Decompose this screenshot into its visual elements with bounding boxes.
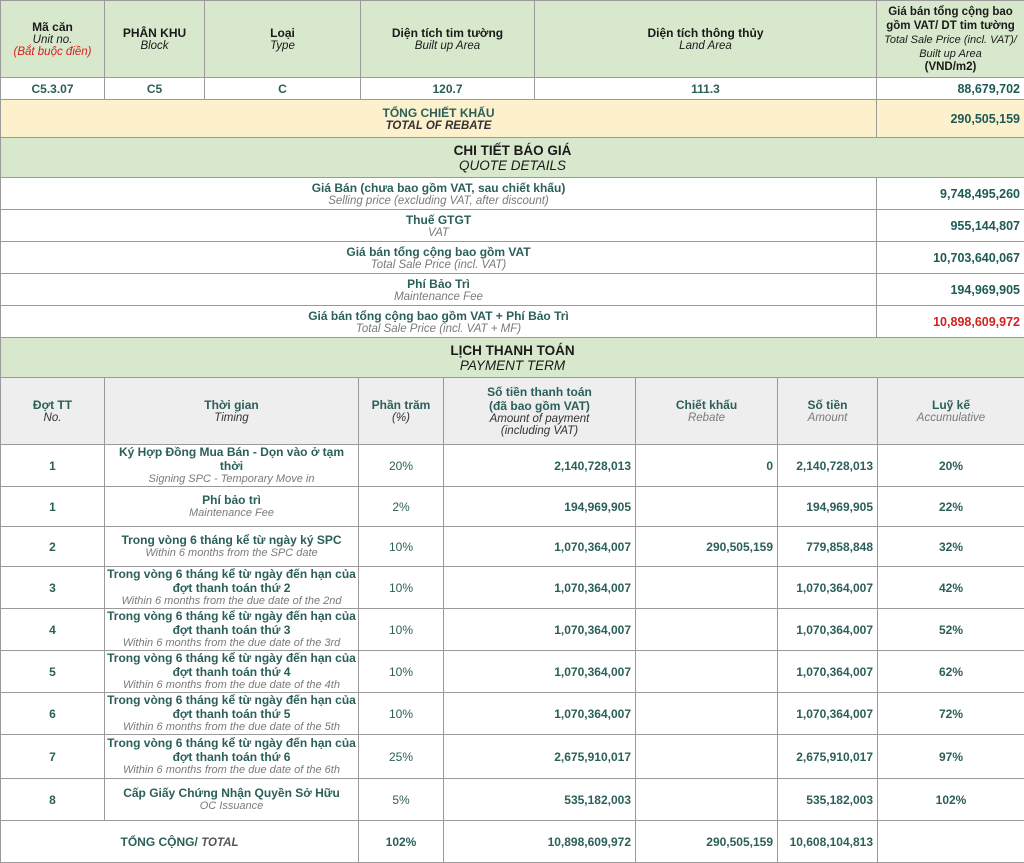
timing-cell bbox=[105, 779, 359, 821]
payment-amount-cell: 1,070,364,007 bbox=[444, 567, 636, 609]
payment-term-title: LỊCH THANH TOÁN PAYMENT TERM bbox=[1, 338, 1024, 378]
payment-schedule-table bbox=[0, 377, 1024, 863]
percent-cell: 10% bbox=[359, 567, 444, 609]
no-header: Đợt TT No. bbox=[1, 378, 105, 445]
price-per-m2-header: Giá bán tổng cộng bao gồm VAT/ DT tim tường Total Sale Price (incl. VAT)/ Built up Area (VND/m2) bbox=[877, 1, 1024, 78]
unit-data-row bbox=[1, 78, 1024, 100]
payment-amount-cell: 1,070,364,007 bbox=[444, 693, 636, 735]
land-area-header: Diện tích thông thủy Land Area bbox=[535, 1, 877, 78]
rebate-row bbox=[1, 100, 1024, 138]
payment-amount-cell: 1,070,364,007 bbox=[444, 651, 636, 693]
built-area-value: 120.7 bbox=[361, 78, 535, 100]
rebate-cell bbox=[636, 651, 778, 693]
timing-en: Within 6 months from the due date of the 3rd bbox=[107, 637, 356, 650]
timing-en: OC Issuance bbox=[107, 800, 356, 813]
payment-total-row bbox=[1, 821, 1024, 863]
total-payment: 10,898,609,972 bbox=[444, 821, 636, 863]
timing-cell bbox=[105, 609, 359, 651]
timing-en: Within 6 months from the due date of the 2nd bbox=[107, 595, 356, 608]
rebate-cell bbox=[636, 779, 778, 821]
timing-en: Maintenance Fee bbox=[107, 507, 356, 520]
timing-cell bbox=[105, 445, 359, 487]
timing-en: Signing SPC - Temporary Move in bbox=[107, 473, 356, 486]
timing-cell bbox=[105, 527, 359, 567]
accumulative-cell: 52% bbox=[878, 609, 1024, 651]
amount-cell: 1,070,364,007 bbox=[778, 693, 878, 735]
payment-amount-cell: 1,070,364,007 bbox=[444, 609, 636, 651]
timing-en: Within 6 months from the due date of the 5th bbox=[107, 721, 356, 734]
total-rebate: 290,505,159 bbox=[636, 821, 778, 863]
installment-no: 1 bbox=[1, 487, 105, 527]
percent-cell: 10% bbox=[359, 651, 444, 693]
quote-row-selling-price: Giá Bán (chưa bao gồm VAT, sau chiết khấu) Selling price (excluding VAT, after discount) 9,748,495,260 bbox=[1, 178, 1024, 210]
rebate-cell bbox=[636, 735, 778, 779]
payment-amount-cell: 1,070,364,007 bbox=[444, 527, 636, 567]
percent-cell: 10% bbox=[359, 527, 444, 567]
total-sale-price-value: 10,703,640,067 bbox=[877, 242, 1024, 274]
payment-header-row bbox=[1, 378, 1024, 445]
payment-row bbox=[1, 735, 1024, 779]
installment-no: 6 bbox=[1, 693, 105, 735]
accumulative-cell: 32% bbox=[878, 527, 1024, 567]
total-percent: 102% bbox=[359, 821, 444, 863]
percent-cell: 20% bbox=[359, 445, 444, 487]
percent-cell: 5% bbox=[359, 779, 444, 821]
amount-cell: 1,070,364,007 bbox=[778, 651, 878, 693]
timing-vn: Cấp Giấy Chứng Nhận Quyền Sở Hữu bbox=[107, 786, 356, 800]
quote-details-title: CHI TIẾT BÁO GIÁ QUOTE DETAILS bbox=[1, 138, 1024, 178]
timing-cell bbox=[105, 693, 359, 735]
timing-vn: Trong vòng 6 tháng kể từ ngày ký SPC bbox=[107, 533, 356, 547]
timing-en: Within 6 months from the due date of the 6th bbox=[107, 764, 356, 777]
percent-cell: 25% bbox=[359, 735, 444, 779]
accumulative-cell: 62% bbox=[878, 651, 1024, 693]
rebate-cell: 0 bbox=[636, 445, 778, 487]
payment-amount-header: Số tiền thanh toán (đã bao gồm VAT) Amount of payment (including VAT) bbox=[444, 378, 636, 445]
installment-no: 2 bbox=[1, 527, 105, 567]
timing-vn: Trong vòng 6 tháng kể từ ngày đến hạn của đợt thanh toán thứ 5 bbox=[107, 693, 356, 721]
amount-cell: 2,675,910,017 bbox=[778, 735, 878, 779]
timing-header: Thời gian Timing bbox=[105, 378, 359, 445]
installment-no: 7 bbox=[1, 735, 105, 779]
quote-row-total-sale-price: Giá bán tổng cộng bao gồm VAT Total Sale Price (incl. VAT) 10,703,640,067 bbox=[1, 242, 1024, 274]
timing-vn: Phí bảo trì bbox=[107, 493, 356, 507]
quote-row-maintenance-fee: Phí Bảo Trì Maintenance Fee 194,969,905 bbox=[1, 274, 1024, 306]
accumulative-cell: 102% bbox=[878, 779, 1024, 821]
rebate-cell bbox=[636, 567, 778, 609]
rebate-header: Chiết khấu Rebate bbox=[636, 378, 778, 445]
rebate-cell: 290,505,159 bbox=[636, 527, 778, 567]
payment-row bbox=[1, 445, 1024, 487]
built-area-header: Diện tích tim tường Built up Area bbox=[361, 1, 535, 78]
amount-cell: 1,070,364,007 bbox=[778, 567, 878, 609]
percent-cell: 2% bbox=[359, 487, 444, 527]
accumulative-cell: 22% bbox=[878, 487, 1024, 527]
timing-en: Within 6 months from the SPC date bbox=[107, 547, 356, 560]
land-area-value: 111.3 bbox=[535, 78, 877, 100]
installment-no: 1 bbox=[1, 445, 105, 487]
accumulative-header: Luỹ kế Accumulative bbox=[878, 378, 1024, 445]
payment-row bbox=[1, 693, 1024, 735]
type-value: C bbox=[205, 78, 361, 100]
total-amount: 10,608,104,813 bbox=[778, 821, 878, 863]
timing-cell bbox=[105, 651, 359, 693]
rebate-cell bbox=[636, 693, 778, 735]
accumulative-cell: 42% bbox=[878, 567, 1024, 609]
accumulative-cell: 20% bbox=[878, 445, 1024, 487]
installment-no: 5 bbox=[1, 651, 105, 693]
timing-vn: Trong vòng 6 tháng kể từ ngày đến hạn của đợt thanh toán thứ 4 bbox=[107, 651, 356, 679]
required-note: (Bắt buộc điền) bbox=[5, 46, 100, 58]
quote-table bbox=[0, 0, 1024, 378]
installment-no: 3 bbox=[1, 567, 105, 609]
quote-row-grand-total: Giá bán tổng cộng bao gồm VAT + Phí Bảo Trì Total Sale Price (incl. VAT + MF) 10,898,609,972 bbox=[1, 306, 1024, 338]
payment-amount-cell: 2,675,910,017 bbox=[444, 735, 636, 779]
payment-amount-cell: 194,969,905 bbox=[444, 487, 636, 527]
installment-no: 4 bbox=[1, 609, 105, 651]
payment-row bbox=[1, 487, 1024, 527]
maintenance-fee-value: 194,969,905 bbox=[877, 274, 1024, 306]
rebate-cell bbox=[636, 609, 778, 651]
total-accumulative bbox=[878, 821, 1024, 863]
payment-row bbox=[1, 567, 1024, 609]
installment-no: 8 bbox=[1, 779, 105, 821]
amount-cell: 1,070,364,007 bbox=[778, 609, 878, 651]
selling-price-value: 9,748,495,260 bbox=[877, 178, 1024, 210]
timing-cell bbox=[105, 487, 359, 527]
price-per-m2-value: 88,679,702 bbox=[877, 78, 1024, 100]
payment-row bbox=[1, 527, 1024, 567]
timing-en: Within 6 months from the due date of the 4th bbox=[107, 679, 356, 692]
timing-vn: Trong vòng 6 tháng kể từ ngày đến hạn của đợt thanh toán thứ 3 bbox=[107, 609, 356, 637]
rebate-label: TỔNG CHIẾT KHẤU TOTAL OF REBATE bbox=[1, 100, 877, 138]
rebate-value: 290,505,159 bbox=[877, 100, 1024, 138]
payment-row bbox=[1, 779, 1024, 821]
timing-cell bbox=[105, 567, 359, 609]
amount-cell: 194,969,905 bbox=[778, 487, 878, 527]
percent-cell: 10% bbox=[359, 609, 444, 651]
rebate-cell bbox=[636, 487, 778, 527]
unit-header-row bbox=[1, 1, 1024, 78]
grand-total-value: 10,898,609,972 bbox=[877, 306, 1024, 338]
payment-amount-cell: 535,182,003 bbox=[444, 779, 636, 821]
vat-value: 955,144,807 bbox=[877, 210, 1024, 242]
percent-cell: 10% bbox=[359, 693, 444, 735]
payment-row bbox=[1, 651, 1024, 693]
unit-no-value: C5.3.07 bbox=[1, 78, 105, 100]
timing-vn: Trong vòng 6 tháng kể từ ngày đến hạn của đợt thanh toán thứ 2 bbox=[107, 567, 356, 595]
total-label: TỔNG CỘNG/ TOTAL bbox=[1, 821, 359, 863]
amount-cell: 779,858,848 bbox=[778, 527, 878, 567]
block-value: C5 bbox=[105, 78, 205, 100]
amount-header: Số tiền Amount bbox=[778, 378, 878, 445]
unit-no-header: Mã căn Unit no. (Bắt buộc điền) bbox=[1, 1, 105, 78]
timing-vn: Trong vòng 6 tháng kể từ ngày đến hạn của đợt thanh toán thứ 6 bbox=[107, 736, 356, 764]
payment-amount-cell: 2,140,728,013 bbox=[444, 445, 636, 487]
accumulative-cell: 97% bbox=[878, 735, 1024, 779]
payment-row bbox=[1, 609, 1024, 651]
type-header: Loại Type bbox=[205, 1, 361, 78]
quote-row-vat: Thuế GTGT VAT 955,144,807 bbox=[1, 210, 1024, 242]
percent-header: Phần trăm (%) bbox=[359, 378, 444, 445]
block-header: PHÂN KHU Block bbox=[105, 1, 205, 78]
accumulative-cell: 72% bbox=[878, 693, 1024, 735]
timing-cell bbox=[105, 735, 359, 779]
timing-vn: Ký Hợp Đồng Mua Bán - Dọn vào ở tạm thời bbox=[107, 445, 356, 473]
amount-cell: 535,182,003 bbox=[778, 779, 878, 821]
amount-cell: 2,140,728,013 bbox=[778, 445, 878, 487]
